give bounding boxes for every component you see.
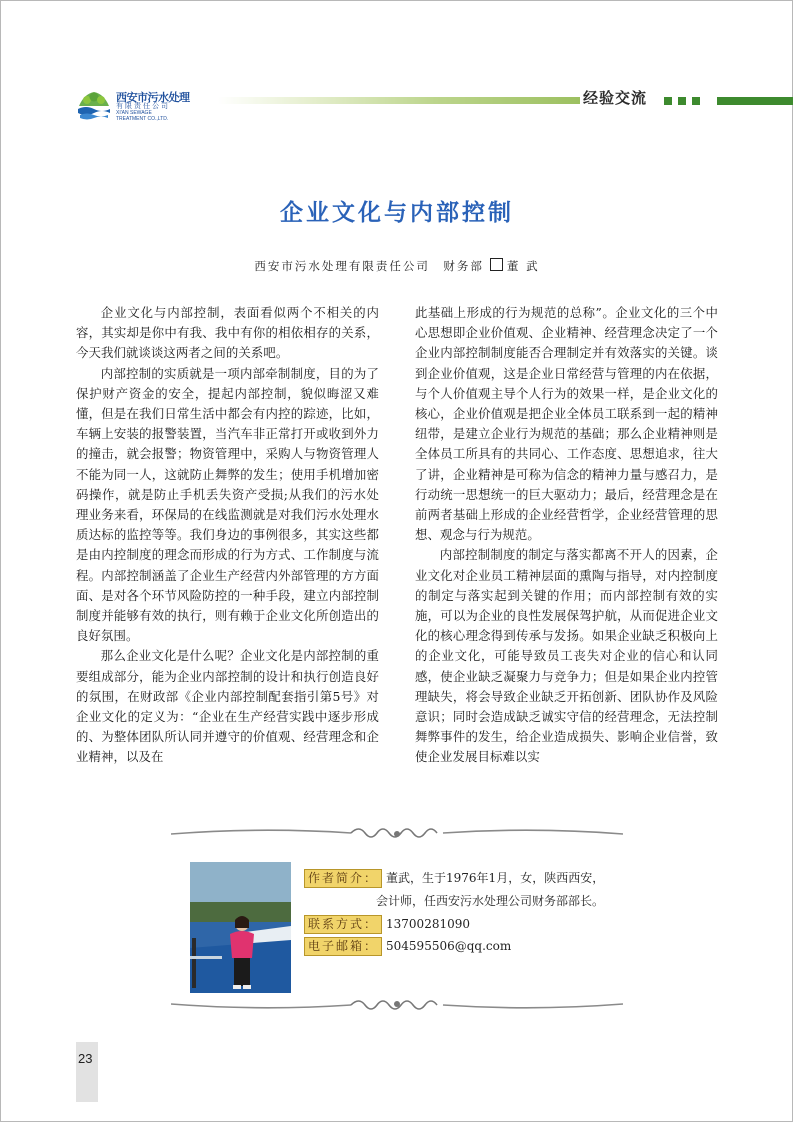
author-intro-row-2 — [376, 892, 604, 909]
page-number: 23 — [78, 1051, 93, 1066]
email-value: 504595506@qq.com — [386, 939, 512, 953]
author-email-row — [304, 937, 511, 956]
phone-value: 13700281090 — [386, 917, 470, 931]
author-intro-row — [304, 869, 604, 888]
ornament-divider-bottom — [171, 993, 623, 1015]
section-title: 经验交流 — [583, 89, 648, 107]
byline-author: 董 武 — [506, 259, 540, 273]
logo-emblem-icon — [76, 88, 112, 122]
logo-name-cn: 西安市污水处理 — [116, 91, 190, 104]
paragraph: 内部控制的实质就是一项内部牵制制度，目的为了保护财产资金的安全，提起内部控制，貌似晦涩又难懂，但是在我们日常生活中都会有内控的踪迹，比如，车辆上安装的报警装置，当汽车非正常打开或收到外力的撞击，就会报警；物资管理中，采购人与物资管理人不能为同一人，这就防止舞弊的发生；使用手机增加密码操作，就是防止手机丢失资产受损;从我们的污水处理业务来看，环保局的在线监测就是对我们污水处理水质达标的监控等等。我们身边的事例很多，其实这些都是由内控制度的理念而形成的行为方式、工作制度与流程。内部控制涵盖了企业生产经营内外部管理的方方面面、是对各个环节风险防控的一种手段，建立内部控制制度并能够有效的执行，则有赖于企业文化所创造出的良好氛围。 — [76, 365, 379, 644]
header-square — [664, 97, 672, 105]
logo-name-en: XI'AN SEWAGE TREATMENT CO.,LTD. — [116, 110, 169, 122]
logo-name-cn-sub: 有限责任公司 — [116, 102, 170, 110]
byline — [0, 258, 794, 274]
paragraph: 内部控制制度的制定与落实都离不开人的因素，企业文化对企业员工精神层面的熏陶与指导，对内控制度的制定与落实起到关键的作用；而内部控制有效的实施，可以为企业的良性发展保驾护航，从而促进企业文化的核心理念得到传承与发扬。如果企业缺乏积极向上的企业文化，可能导致员工丧失对企业的信心和认同感，使企业缺乏凝聚力与竞争力；但是如果企业内控管理缺失，将会导致企业缺乏开拓创新、团队协作及风险意识；同时会造成缺乏诚实守信的经营理念，无法控制舞弊事件的发生，给企业造成损失、影响企业信誉，致使企业发展目标难以实 — [415, 547, 718, 765]
left-column — [76, 303, 379, 768]
ornament-divider-top — [171, 823, 623, 845]
author-phone-row — [304, 915, 470, 934]
paragraph: 此基础上形成的行为规范的总称”。企业文化的三个中心思想即企业价值观、企业精神、经营理念决定了一个企业内部控制制度能否合理制定并有效落实的关键。谈到企业价值观，这是企业日常经营与管理的内在依据，与个人价值观主导个人行为的效果一样，是企业文化的核心，企业价值观是把企业全体员工联系到一起的精神纽带，是建立企业行为规范的基础；那么企业精神则是全体员工所具有的共同心、工作态度、思想追求，往大了讲，企业精神是可称为信念的精神力量与感召力，是行动统一思想统一的巨大驱动力；最后，经营理念是在前两者基础上形成的企业经营哲学，企业经营管理的思想、观念与行为规范。 — [415, 305, 718, 543]
paragraph: 那么企业文化是什么呢？企业文化是内部控制的重要组成部分，能为企业内部控制的设计和执行创造良好的氛围，在财政部《企业内部控制配套指引第5号》对企业文化的定义为：“企业在生产经营实践中逐步形成的、为整体团队所认同并遵守的价值观、经营理念和企业精神，以及在 — [76, 648, 379, 765]
phone-label: 联系方式： — [304, 915, 382, 934]
article-title: 企业文化与内部控制 — [280, 200, 514, 226]
header-green-bar — [717, 97, 793, 105]
email-label: 电子邮箱： — [304, 937, 382, 956]
author-intro-text-2: 会计师，任西安污水处理公司财务部部长。 — [376, 894, 605, 908]
right-column — [415, 303, 718, 768]
byline-org: 西安市污水处理有限责任公司 财务部 — [254, 259, 484, 273]
paragraph: 企业文化与内部控制，表面看似两个不相关的内容，其实却是你中有我、我中有你的相依相存的关系，今天我们就谈谈这两者之间的关系吧。 — [76, 305, 379, 361]
header-square — [678, 97, 686, 105]
author-intro-text: 董武，生于1976年1月，女，陕西西安， — [386, 871, 605, 885]
byline-box-icon — [490, 258, 503, 271]
header-square — [692, 97, 700, 105]
author-photo — [190, 862, 291, 993]
author-intro-label: 作者简介： — [304, 869, 382, 888]
company-logo — [76, 86, 206, 126]
header-gradient-bar — [218, 97, 580, 104]
